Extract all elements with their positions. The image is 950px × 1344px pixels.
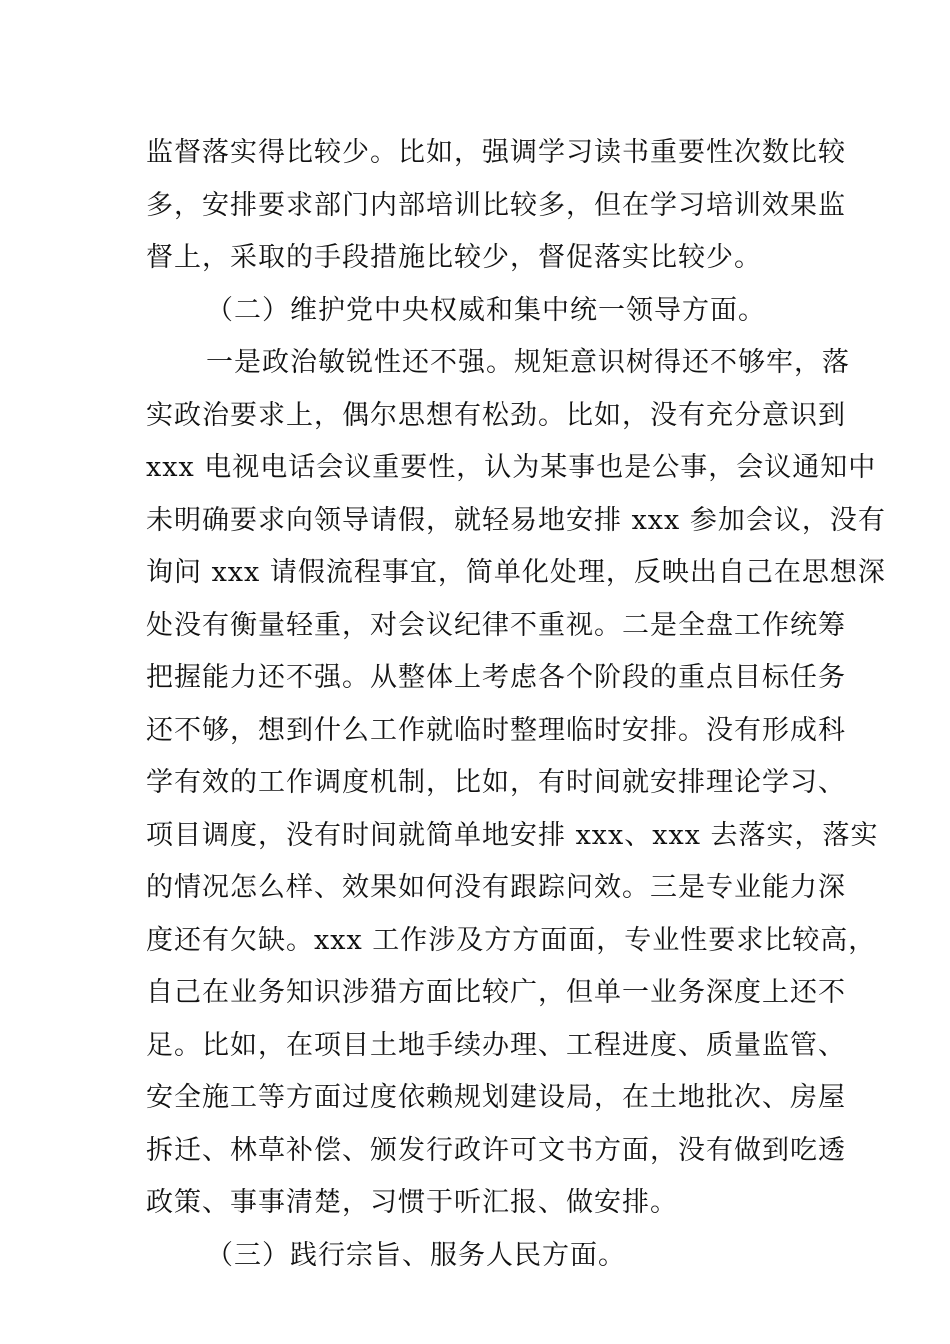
text-line: 督上，采取的手段措施比较少，督促落实比较少。 bbox=[146, 242, 762, 273]
text-line: 的情况怎么样、效果如何没有跟踪问效。三是专业能力深 bbox=[146, 872, 846, 903]
text-line: 把握能力还不强。从整体上考虑各个阶段的重点目标任务 bbox=[146, 662, 846, 693]
text-line: xxx 电视电话会议重要性，认为某事也是公事，会议通知中 bbox=[146, 452, 877, 483]
text-line: 足。比如，在项目土地手续办理、工程进度、质量监管、 bbox=[146, 1029, 846, 1061]
section-heading-3: （三）践行宗旨、服务人民方面。 bbox=[206, 1239, 626, 1271]
text-line: 学有效的工作调度机制，比如，有时间就安排理论学习、 bbox=[146, 767, 846, 798]
document-body bbox=[146, 127, 886, 1282]
text-line: 还不够，想到什么工作就临时整理临时安排。没有形成科 bbox=[146, 714, 846, 746]
text-line: 未明确要求向领导请假，就轻易地安排 xxx 参加会议，没有 bbox=[146, 504, 886, 536]
text-line: 多，安排要求部门内部培训比较多，但在学习培训效果监 bbox=[146, 189, 846, 221]
text-line: 政策、事事清楚，习惯于听汇报、做安排。 bbox=[146, 1187, 678, 1218]
section-heading-2: （二）维护党中央权威和集中统一领导方面。 bbox=[206, 294, 766, 326]
text-line: 项目调度，没有时间就简单地安排 xxx、xxx 去落实，落实 bbox=[146, 819, 879, 851]
text-line: 安全施工等方面过度依赖规划建设局，在土地批次、房屋 bbox=[146, 1082, 846, 1113]
text-line: 度还有欠缺。xxx 工作涉及方方面面，专业性要求比较高， bbox=[146, 924, 877, 956]
text-line: 询问 xxx 请假流程事宜，简单化处理，反映出自己在思想深 bbox=[146, 557, 886, 588]
text-line: 处没有衡量轻重，对会议纪律不重视。二是全盘工作统筹 bbox=[146, 609, 846, 641]
text-line: 监督落实得比较少。比如，强调学习读书重要性次数比较 bbox=[146, 137, 846, 168]
text-line: 一是政治敏锐性还不强。规矩意识树得还不够牢，落 bbox=[206, 347, 850, 378]
text-line: 拆迁、林草补偿、颁发行政许可文书方面，没有做到吃透 bbox=[146, 1134, 846, 1166]
text-line: 自己在业务知识涉猎方面比较广，但单一业务深度上还不 bbox=[146, 977, 846, 1008]
text-line: 实政治要求上，偶尔思想有松劲。比如，没有充分意识到 bbox=[146, 399, 846, 431]
